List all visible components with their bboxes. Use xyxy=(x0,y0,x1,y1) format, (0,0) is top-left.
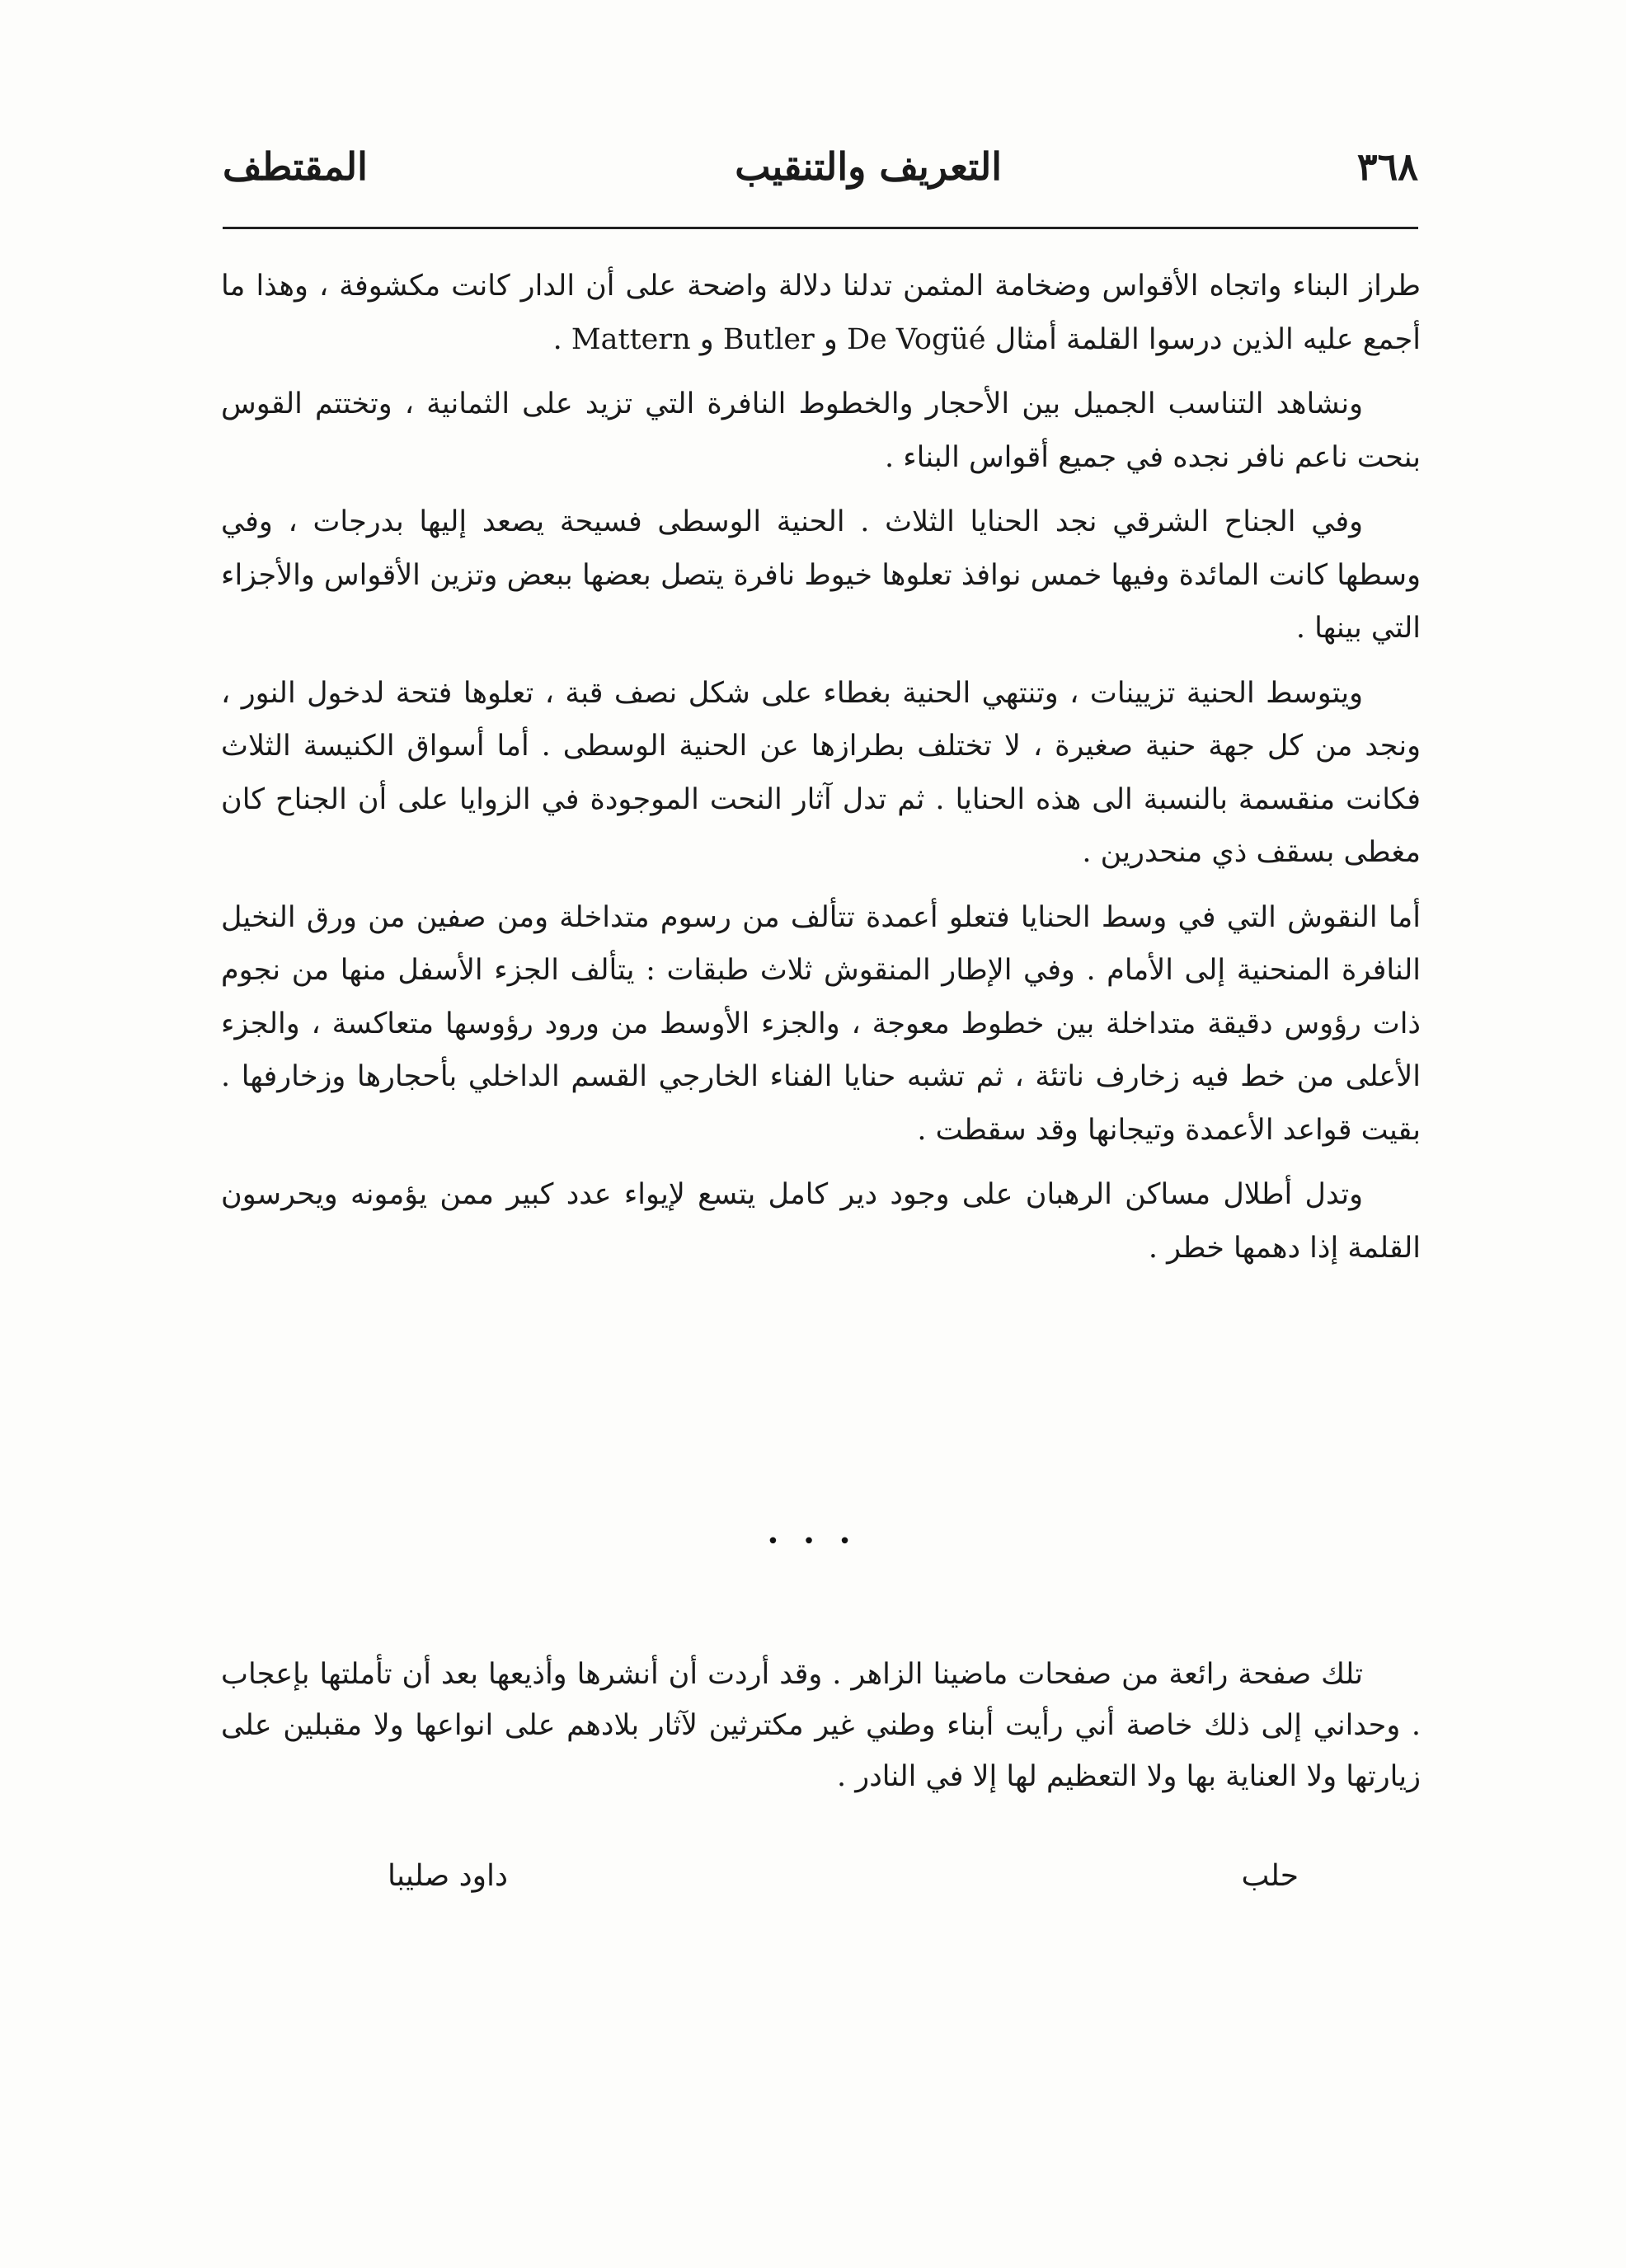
section-separator: • • • xyxy=(766,1529,860,1554)
article-body xyxy=(221,260,1421,1286)
paragraph: طراز البناء واتجاه الأقواس وضخامة المثمن تدلنا دلالة واضحة على أن الدار كانت مكشوفة ، وهذا ما أجمع عليه الذين درسوا القلمة أمثال De Vogüé و Butler و Mattern . xyxy=(221,270,1421,356)
page-header xyxy=(223,144,1418,210)
section-title: التعريف والتنقيب xyxy=(735,144,1002,189)
paragraph: أما النقوش التي في وسط الحنايا فتعلو أعمدة تتألف من رسوم متداخلة ومن صفين من ورق النخيل النافرة المنحنية إلى الأمام . وفي الإطار المنقوش ثلاث طبقات : يتألف الجزء الأسفل منها من نجوم ذات رؤوس دقيقة متداخلة بين خطوط معوجة ، والجزء الأوسط من ورود رؤوسها متعاكسة ، والجزء الأعلى من خط فيه زخارف ناتئة ، ثم تشبه حنايا الفناء الخارجي القسم الداخلي بأحجارها وزخارفها . بقيت قواعد الأعمدة وتيجانها وقد سقطت . xyxy=(221,900,1421,1147)
journal-name: المقتطف xyxy=(223,144,368,189)
signature-place: حلب xyxy=(1241,1859,1299,1893)
paragraph: وتدل أطلال مساكن الرهبان على وجود دير كامل يتسع لإيواء عدد كبير ممن يؤمونه ويحرسون القلمة إذا دهمها خطر . xyxy=(221,1178,1421,1265)
closing-paragraph: تلك صفحة رائعة من صفحات ماضينا الزاهر . وقد أردت أن أنشرها وأذيعها بعد أن تأملتها بإعجاب . وحداني إلى ذلك خاصة أني رأيت أبناء وطني غير مكترثين لآثار بلادهم على انواعها ولا مقبلين على زيارتها ولا العناية بها ولا التعظيم لها إلا في النادر . xyxy=(221,1658,1421,1793)
paragraph: وفي الجناح الشرقي نجد الحنايا الثلاث . الحنية الوسطى فسيحة يصعد إليها بدرجات ، وفي وسطها كانت المائدة وفيها خمس نوافذ تعلوها خيوط نافرة يتصل بعضها ببعض وتزين الأقواس والأجزاء التي بينها . xyxy=(221,505,1421,645)
signature-author: داود صليبا xyxy=(388,1859,509,1893)
header-rule xyxy=(223,227,1418,229)
paragraph: ونشاهد التناسب الجميل بين الأحجار والخطوط النافرة التي تزيد على الثمانية ، وتختتم القوس بنحت ناعم نافر نجده في جميع أقواس البناء . xyxy=(221,387,1421,474)
paragraph: ويتوسط الحنية تزيينات ، وتنتهي الحنية بغطاء على شكل نصف قبة ، تعلوها فتحة لدخول النور ، ونجد من كل جهة حنية صغيرة ، لا تختلف بطرازها عن الحنية الوسطى . أما أسواق الكنيسة الثلاث فكانت منقسمة بالنسبة الى هذه الحنايا . ثم تدل آثار النحت الموجودة في الزوايا على أن الجناح كان مغطى بسقف ذي منحدرين . xyxy=(221,676,1421,869)
signature-block xyxy=(223,1859,1418,1917)
page-number: ٣٦٨ xyxy=(1356,144,1418,189)
